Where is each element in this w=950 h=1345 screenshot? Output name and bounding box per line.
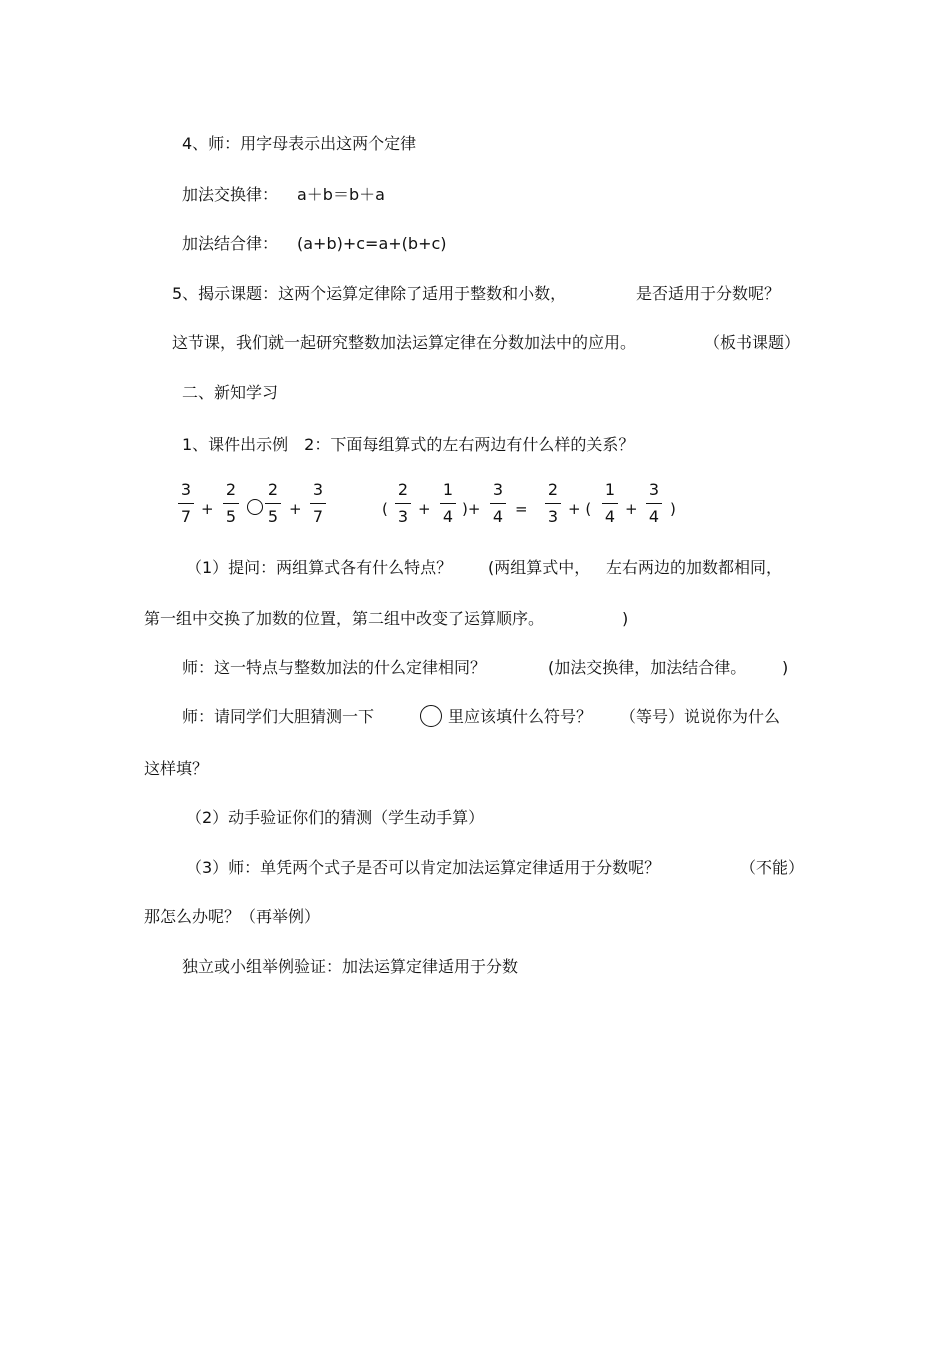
associative-law-formula: (a+b)+c=a+(b+c)	[297, 234, 447, 253]
board-title-note: （板书课题）	[704, 333, 801, 352]
plus-left-paren: + (	[568, 500, 592, 518]
fraction-2-3-left: 2 3	[393, 480, 413, 527]
commutative-law-label: 加法交换律：	[182, 185, 279, 204]
line-5-topic: 5、揭示课题：这两个运算定律除了适用于整数和小数，	[172, 284, 567, 303]
step-3-answer: （不能）	[740, 858, 805, 877]
example-2-intro: 1、课件出示例 2：下面每组算式的左右两边有什么样的关系？	[182, 435, 635, 454]
fraction-2-5-right: 2 5	[263, 480, 283, 527]
group-verification: 独立或小组举例验证：加法运算定律适用于分数	[182, 957, 519, 976]
answer-1-part-a: (两组算式中，	[488, 558, 591, 577]
equals-sign: =	[515, 500, 528, 518]
associative-law-label: 加法结合律：	[182, 234, 279, 253]
plus-sign: +	[625, 500, 638, 518]
section-heading-new-learning: 二、新知学习	[182, 383, 279, 402]
fraction-2-3-right: 2 3	[543, 480, 563, 527]
fraction-3-7-left: 3 7	[176, 480, 196, 527]
comparison-circle-blank	[247, 499, 263, 515]
line-4-teacher: 4、师：用字母表示出这两个定律	[182, 134, 417, 153]
plus-sign: +	[418, 500, 431, 518]
step-2-verify: （2）动手验证你们的猜测（学生动手算）	[186, 808, 485, 827]
answer-1-close-paren: )	[622, 609, 629, 628]
teacher-answer-law: (加法交换律，加法结合律。	[548, 658, 747, 677]
fraction-1-4-left: 1 4	[438, 480, 458, 527]
fraction-3-7-right: 3 7	[308, 480, 328, 527]
right-paren: )	[670, 500, 676, 518]
question-1-features: （1）提问：两组算式各有什么特点？	[186, 558, 453, 577]
left-paren: (	[382, 500, 388, 518]
fraction-3-4-left: 3 4	[488, 480, 508, 527]
teacher-guess-prompt-end: 这样填？	[144, 759, 209, 778]
answer-1-continued: 第一组中交换了加数的位置，第二组中改变了运算顺序。	[144, 609, 545, 628]
answer-1-part-b: 左右两边的加数都相同，	[606, 558, 783, 577]
step-3-question: （3）师：单凭两个式子是否可以肯定加法运算定律适用于分数呢？	[186, 858, 661, 877]
teacher-guess-prompt-cont: 里应该填什么符号？	[448, 707, 593, 726]
lesson-intro: 这节课，我们就一起研究整数加法运算定律在分数加法中的应用。	[172, 333, 637, 352]
plus-sign: +	[289, 500, 302, 518]
line-5-topic-question: 是否适用于分数呢？	[636, 284, 781, 303]
teacher-answer-close-paren: )	[782, 658, 789, 677]
teacher-question-law: 师：这一特点与整数加法的什么定律相同？	[182, 658, 487, 677]
fraction-3-4-right: 3 4	[644, 480, 664, 527]
commutative-law-formula: a＋b＝b＋a	[297, 185, 385, 204]
plus-sign: +	[201, 500, 214, 518]
equals-sign-answer: （等号）说说你为什么	[620, 707, 781, 726]
fraction-1-4-right: 1 4	[600, 480, 620, 527]
right-paren-plus: )+	[462, 500, 481, 518]
teacher-guess-prompt: 师：请同学们大胆猜测一下	[182, 707, 375, 726]
step-3-followup: 那怎么办呢？（再举例）	[144, 907, 321, 926]
fraction-2-5-left: 2 5	[221, 480, 241, 527]
answer-circle-blank	[420, 705, 442, 727]
